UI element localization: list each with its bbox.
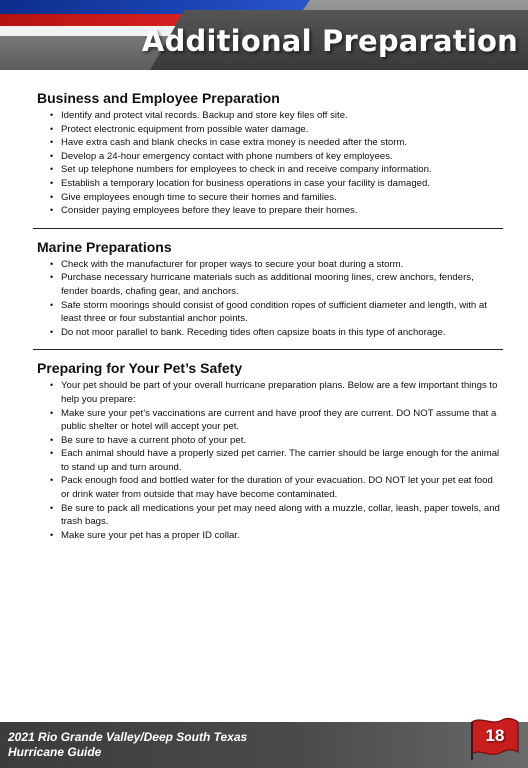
list-item: • Have extra cash and blank checks in case extra money is needed after the storm. <box>61 136 503 150</box>
list-item: • Safe storm moorings should consist of good condition ropes of sufficient diameter and length, with at least three or four substantial anchor points. <box>61 299 503 326</box>
list-item: • Give employees enough time to secure their homes and families. <box>61 191 503 205</box>
list-item: • Be sure to pack all medications your pet may need along with a muzzle, collar, leash, paper towels, and trash bags. <box>61 502 503 529</box>
list-item: • Make sure your pet has a proper ID collar. <box>61 529 503 543</box>
list-item: • Consider paying employees before they leave to prepare their homes. <box>61 204 503 218</box>
footer-bar <box>0 722 528 768</box>
footer-guide-title <box>8 730 247 760</box>
section-divider <box>33 349 503 350</box>
section-business-preparation <box>33 90 503 218</box>
list-item: • Protect electronic equipment from possible water damage. <box>61 123 503 137</box>
footer-line-2: Hurricane Guide <box>8 745 102 759</box>
bullet-list <box>33 258 503 340</box>
section-divider <box>33 228 503 229</box>
list-item: • Your pet should be part of your overall hurricane preparation plans. Below are a few important things to help you prepare: <box>61 379 503 406</box>
bullet-list <box>33 109 503 218</box>
section-marine-preparations <box>33 239 503 340</box>
list-item: • Check with the manufacturer for proper ways to secure your boat during a storm. <box>61 258 503 272</box>
list-item: • Each animal should have a properly sized pet carrier. The carrier should be large enough for the animal to stand up and turn around. <box>61 447 503 474</box>
section-pet-safety <box>33 360 503 542</box>
page-title: Additional Preparation <box>141 24 518 58</box>
list-item: • Make sure your pet’s vaccinations are current and have proof they are current. DO NOT assume that a public shelter or hotel will accept your pet. <box>61 407 503 434</box>
list-item: • Set up telephone numbers for employees to check in and receive company information. <box>61 163 503 177</box>
section-heading: Business and Employee Preparation <box>37 90 280 106</box>
section-heading: Preparing for Your Pet’s Safety <box>37 360 243 377</box>
list-item: • Purchase necessary hurricane materials such as additional mooring lines, crew anchors, fenders, fender boards, chafing gear, and anchors. <box>61 271 503 298</box>
page-content <box>33 90 503 542</box>
section-heading: Marine Preparations <box>37 238 172 255</box>
footer-line-1: 2021 Rio Grande Valley/Deep South Texas <box>8 730 248 744</box>
list-item: • Pack enough food and bottled water for the duration of your evacuation. DO NOT let your pet eat food or drink water from outside that may have become contaminated. <box>61 474 503 501</box>
list-item: • Identify and protect vital records. Backup and store key files off site. <box>61 109 503 123</box>
bullet-list <box>33 379 503 542</box>
list-item: • Establish a temporary location for business operations in case your facility is damaged. <box>61 177 503 191</box>
page-number: 18 <box>485 726 505 745</box>
list-item: • Be sure to have a current photo of your pet. <box>61 434 503 448</box>
list-item: • Do not moor parallel to bank. Receding tides often capsize boats in this type of anchorage. <box>61 326 503 340</box>
list-item: • Develop a 24-hour emergency contact with phone numbers of key employees. <box>61 150 503 164</box>
